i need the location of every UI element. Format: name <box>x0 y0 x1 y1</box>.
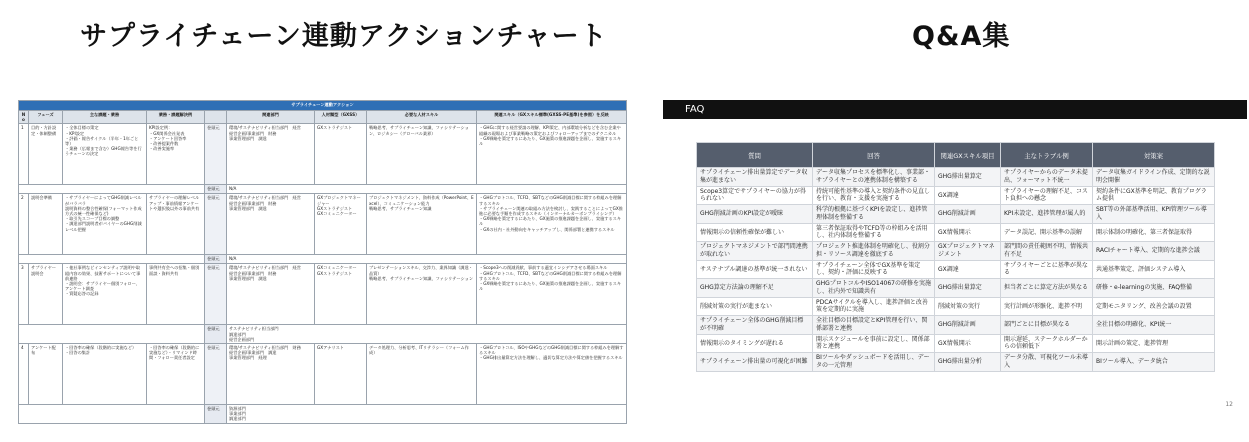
chart-cell-no: 3 <box>19 264 29 325</box>
chart-banner: サプライチェーン連動アクション <box>19 101 627 111</box>
col-examples: 業務・課題解決例 <box>147 111 205 124</box>
chart-cell-gx: GXプロジェクトマネージャー GXストラテジスト GXコミュニケーター <box>315 194 367 255</box>
faq-cell-question: 情報開示のタイミングが遅れる <box>697 334 813 353</box>
chart-cell-label: 巻頭元 <box>205 264 227 325</box>
faq-cell-question: Scope3算定でサプライヤーの協力が得られない <box>697 186 813 205</box>
chart-cell-gx: GXアナリスト <box>315 344 367 405</box>
faq-cell-skill: GXプロジェクトマネジメント <box>935 242 1001 261</box>
faq-cell-skill: GX調達 <box>935 186 1001 205</box>
chart-cell-related: ・GHGに関する経営要請の理解、KPI策定、内部環境分析などを含む企業や組織の現場および事業戦略の策定およびフォローアップまでのテクニカル ・GX戦略を策定するにあたり、GX施策の推進課題を企画し、実施するスキル <box>477 124 627 185</box>
chart-subrow-label: 巻頭元 <box>205 255 227 264</box>
faq-cell-question: GHG削減計画のKPI設定が曖昧 <box>697 205 813 224</box>
faq-col-answer: 回答 <box>813 143 935 168</box>
chart-cell-skill: プロジェクトマネジメント、資料作成（PowerPoint、Excel）、コミュニケーション能力 戦略思考、サプライチェーン知識 <box>367 194 477 255</box>
faq-row <box>697 334 1215 353</box>
faq-row <box>697 223 1215 242</box>
faq-row <box>697 186 1215 205</box>
faq-cell-answer: サプライチェーン全体でGX基準を策定し、契約・評価に反映する <box>813 260 935 279</box>
faq-cell-measure: 共通基準策定、評価システム導入 <box>1093 260 1215 279</box>
chart-cell-no: 2 <box>19 194 29 255</box>
chart-subrow-label: 巻頭元 <box>205 405 227 424</box>
faq-cell-measure: 研修・e-learningの実施、FAQ整備 <box>1093 279 1215 298</box>
faq-row <box>697 353 1215 372</box>
faq-cell-measure: 開示体制の明確化、第三者保証取得 <box>1093 223 1215 242</box>
faq-cell-measure: 定期モニタリング、改善会議の設置 <box>1093 297 1215 316</box>
chart-cell-skill: データ処理力、分析思考、ITリテラシー（フォーム作成） <box>367 344 477 405</box>
faq-cell-question: 削減対策の実行が進まない <box>697 297 813 316</box>
col-related: 関連スキル（GXスキル標準(GXSS-PE基準)を参照）を反映 <box>477 111 627 124</box>
chart-cell-gx: GXコミュニケーター GXストラテジスト <box>315 264 367 325</box>
col-gx: 人材類型（GXSS） <box>315 111 367 124</box>
faq-cell-answer: 持続可能性基準の導入と契約条件の見直しを行い、教育・支援を実施する <box>813 186 935 205</box>
col-no: No <box>19 111 29 124</box>
faq-cell-answer: 開示スケジュールを事前に設定し、関係部署と連携 <box>813 334 935 353</box>
chart-row <box>19 124 627 185</box>
faq-row <box>697 297 1215 316</box>
col-label <box>205 111 227 124</box>
faq-cell-skill: 削減対策の実行 <box>935 297 1001 316</box>
chart-cell-no: 4 <box>19 344 29 405</box>
faq-col-measure: 対策案 <box>1093 143 1215 168</box>
faq-row <box>697 242 1215 261</box>
left-slide-title: サプライチェーン連動アクションチャート <box>80 21 608 52</box>
faq-cell-skill: GX情報開示 <box>935 334 1001 353</box>
chart-row <box>19 264 627 325</box>
chart-subrow <box>19 185 627 194</box>
faq-cell-trouble: 実行計画が形骸化、進捗不明 <box>1001 297 1093 316</box>
faq-cell-question: サプライチェーン排出量算定でデータ収集が進まない <box>697 168 813 187</box>
faq-cell-trouble: 部門間の責任範囲不明、情報共有不足 <box>1001 242 1093 261</box>
chart-cell-dept: 環境/サステナビリティ担当部門 経営 経営企画/事業部門 財務 事業管理部門 調達 <box>227 264 315 325</box>
chart-cell-examples: サプライヤーの理解レベルアップ・事前情報アンケートや選択肢以外の事前共有 <box>147 194 205 255</box>
chart-subrow-value: N/A <box>227 255 627 264</box>
faq-cell-skill: GHG削減計画 <box>935 316 1001 335</box>
col-skill: 必要な人材スキル <box>367 111 477 124</box>
faq-cell-skill: GHG削減計画 <box>935 205 1001 224</box>
chart-subrow <box>19 255 627 264</box>
faq-cell-trouble: データ分散、可視化ツール未導入 <box>1001 353 1093 372</box>
faq-cell-answer: データ収集プロセスを標準化し、事業部・サプライヤーとの連携体制を構築する <box>813 168 935 187</box>
faq-cell-measure: 契約条件にGX基準を明記、教育プログラム提供 <box>1093 186 1215 205</box>
faq-cell-answer: プロジェクト推進体制を明確化し、役割分担・リソース調達を徹底する <box>813 242 935 261</box>
chart-cell-skill: プレゼンテーションスキル、交渉力、業界知識（調達・品質） 戦略思考、サプライチェーン知識、ファシリテーション <box>367 264 477 325</box>
chart-cell-gx: GXストラテジスト <box>315 124 367 185</box>
chart-cell-label: 巻頭元 <box>205 124 227 185</box>
chart-cell-related: ・Scope3への削減貢献、事前する適宜インシデアさせる場面スキル ・GHGプロトコル、TCFD、SBTなどのGHG削減目標に関する枠組みを理解するスキル ・GX戦略を策定するにあたり、GX施策の推進課題を企画し、実施するスキル <box>477 264 627 325</box>
faq-cell-measure: 開示計画の策定、進捗管理 <box>1093 334 1215 353</box>
faq-row <box>697 205 1215 224</box>
chart-cell-related: ・GHGプロトコル、TCFD、SBTなどのGHG削減目標に関する枠組みを理解するスキル ・サプライチェーン関連の取組み方法を検討し、実践することによってGX推進に必要な手順を作成するスキル（インターナルカーボンプライシング） ・GX戦略を策定するにあたり、GX施策の推進課題を企画し、実施するスキル ・GXの社内・社外動向をキャッチアップし、関係部署と連携するスキル <box>477 194 627 255</box>
chart-cell-phase: アンケート配布 <box>29 344 63 405</box>
chart-cell-issues: ・全体目標の策定 ・KPI設定 ・評価・報告サイクル（半年・1年ごと等） ・業務（広報まで含む）GHG報告等を行うチェーンの決定 <box>63 124 147 185</box>
faq-cell-measure: RACIチャート導入、定期的な進捗会議 <box>1093 242 1215 261</box>
faq-col-skill: 関連GXスキル項目 <box>935 143 1001 168</box>
page-number: 12 <box>1225 401 1233 408</box>
chart-subrow-spacer <box>19 325 205 344</box>
faq-cell-measure: BIツール導入、データ統合 <box>1093 353 1215 372</box>
faq-row <box>697 168 1215 187</box>
chart-cell-phase: 目的・方針設定・体制整備 <box>29 124 63 185</box>
faq-table <box>696 142 1215 372</box>
faq-cell-trouble: サプライヤーからのデータ未提出、フォーマット不統一 <box>1001 168 1093 187</box>
faq-cell-trouble: データ誤記、開示基準の誤解 <box>1001 223 1093 242</box>
col-dept: 関連部門 <box>227 111 315 124</box>
faq-cell-measure: SBT等の外部基準活用、KPI管理ツール導入 <box>1093 205 1215 224</box>
chart-cell-label: 巻頭元 <box>205 344 227 405</box>
faq-col-trouble: 主なトラブル例 <box>1001 143 1093 168</box>
faq-cell-skill: GHG排出量算定 <box>935 168 1001 187</box>
chart-cell-related: ・GHGプロトコル、ISOやGHGなどのGHG削減目標に関する枠組みを理解するスキル ・GHG排出量算定方法を理解し、適切な算定方法や算定値を把握するスキル <box>477 344 627 405</box>
faq-cell-answer: 科学的根拠に基づくKPIを設定し、進捗管理体制を整備する <box>813 205 935 224</box>
faq-header-row <box>697 143 1215 168</box>
chart-row <box>19 194 627 255</box>
chart-subrow-value: N/A <box>227 185 627 194</box>
faq-row <box>697 279 1215 298</box>
faq-header-bar: FAQ <box>663 100 1247 119</box>
faq-cell-question: サプライチェーン排出量の可視化が困難 <box>697 353 813 372</box>
chart-subrow-spacer <box>19 405 205 424</box>
faq-cell-answer: 第三者保証取得やTCFD等の枠組みを活用し、社内体制を整備する <box>813 223 935 242</box>
chart-cell-phase: 説明会準備 <box>29 194 63 255</box>
chart-cell-examples: 事例共有会への招集・個別面談・資料共有 <box>147 264 205 325</box>
faq-cell-trouble: サプライヤーの理解不足、コスト負担への懸念 <box>1001 186 1093 205</box>
chart-subrow-label: 巻頭元 <box>205 185 227 194</box>
faq-cell-trouble: 開示遅延、ステークホルダーからの信頼低下 <box>1001 334 1093 353</box>
faq-cell-trouble: 担当者ごとに算定方法が異なる <box>1001 279 1093 298</box>
faq-cell-skill: GX調達 <box>935 260 1001 279</box>
faq-cell-question: サステナブル調達の基準が統一されない <box>697 260 813 279</box>
faq-cell-skill: GHG排出量分析 <box>935 353 1001 372</box>
chart-cell-examples: KPI設定例： ・GX関係会社発表 ・アンケート回答率 ・改善提案件数 ・改善実施率 <box>147 124 205 185</box>
faq-cell-measure: データ収集ガイドライン作成、定期的な説明会開催 <box>1093 168 1215 187</box>
chart-subrow-spacer <box>19 185 205 194</box>
chart-cell-dept: 環境/サステナビリティ担当部門 経営 経営企画/事業部門 財務 事業管理部門 調達 <box>227 124 315 185</box>
faq-cell-question: サプライチェーン全体のGHG削減目標が不明確 <box>697 316 813 335</box>
chart-row <box>19 344 627 405</box>
chart-cell-phase: サプライヤー説明会 <box>29 264 63 325</box>
faq-row <box>697 316 1215 335</box>
action-chart-thumbnail <box>18 100 626 422</box>
right-slide-title: Q&A集 <box>912 21 1011 52</box>
col-issues: 主な課題・業務 <box>63 111 147 124</box>
action-chart-table <box>18 100 627 424</box>
faq-cell-trouble: サプライヤーごとに基準が異なる <box>1001 260 1093 279</box>
chart-cell-dept: 環境/サステナビリティ担当部門 経営 経営企画/事業部門 財務 事業管理部門 調達 <box>227 194 315 255</box>
faq-cell-question: GHG算定方法論の理解不足 <box>697 279 813 298</box>
chart-cell-issues: ・回答率の確保（段階的に実施など） ・回答の集計 <box>63 344 147 405</box>
chart-cell-label: 巻頭元 <box>205 194 227 255</box>
chart-cell-no: 1 <box>19 124 29 185</box>
faq-col-question: 質問 <box>697 143 813 168</box>
chart-cell-issues: ・他社事例などインセンティブ説明や取組内容の効果、技術サポートについて事前連絡 ・説明会：サプライヤー個別フォロー、アンケート調査 ・質疑応答の記録 <box>63 264 147 325</box>
faq-cell-answer: GHGプロトコルやISO14067の研修を実施し、社内外で知識共有 <box>813 279 935 298</box>
chart-header-row <box>19 111 627 124</box>
faq-row <box>697 260 1215 279</box>
faq-cell-trouble: KPI未設定、進捗管理が属人的 <box>1001 205 1093 224</box>
chart-cell-issues: ・サプライヤーによってGHG削減レベルがバラバラ 説明資料の整合性確保(フォーマット作成方式の統一性確保など) ・取引先スコープ目標の調整 ・調達部門説明者がバイヤーのGHG削減レベル把握 <box>63 194 147 255</box>
chart-subrow-value: 資源部門 事業部門 調達部門 <box>227 405 627 424</box>
chart-subrow-spacer <box>19 255 205 264</box>
faq-slide <box>663 100 1247 418</box>
chart-cell-skill: 戦略思考、サプライチェーン知識、ファシリテーション、ロジカシー（グローバル業界） <box>367 124 477 185</box>
chart-subrow-value: サステナビリティ担当部門 調達部門 経営企画部門 <box>227 325 627 344</box>
chart-cell-dept: 環境/サステナビリティ担当部門 財務 経営企画/事業部門 調達 事業管理部門 経理 <box>227 344 315 405</box>
faq-cell-skill: GHG排出量算定 <box>935 279 1001 298</box>
chart-subrow-label: 巻頭元 <box>205 325 227 344</box>
faq-cell-skill: GX情報開示 <box>935 223 1001 242</box>
faq-cell-answer: BIツールやダッシュボードを活用し、データの一元管理 <box>813 353 935 372</box>
faq-cell-question: プロジェクトマネジメントで部門間連携が取れない <box>697 242 813 261</box>
faq-cell-answer: PDCAサイクルを導入し、進捗評価と改善策を定期的に実施 <box>813 297 935 316</box>
faq-cell-trouble: 部門ごとに目標が異なる <box>1001 316 1093 335</box>
faq-cell-answer: 全社目標の目標設定とKPI管理を行い、関係部署と連携 <box>813 316 935 335</box>
faq-cell-measure: 全社目標の明確化、KPI統一 <box>1093 316 1215 335</box>
chart-cell-examples: ・回答率の確保（段階的に実施など）・リマインド時間・フォロー責任者設定 <box>147 344 205 405</box>
faq-cell-question: 情報開示の信頼性確保が難しい <box>697 223 813 242</box>
col-phase: フェーズ <box>29 111 63 124</box>
chart-subrow <box>19 405 627 424</box>
chart-subrow <box>19 325 627 344</box>
